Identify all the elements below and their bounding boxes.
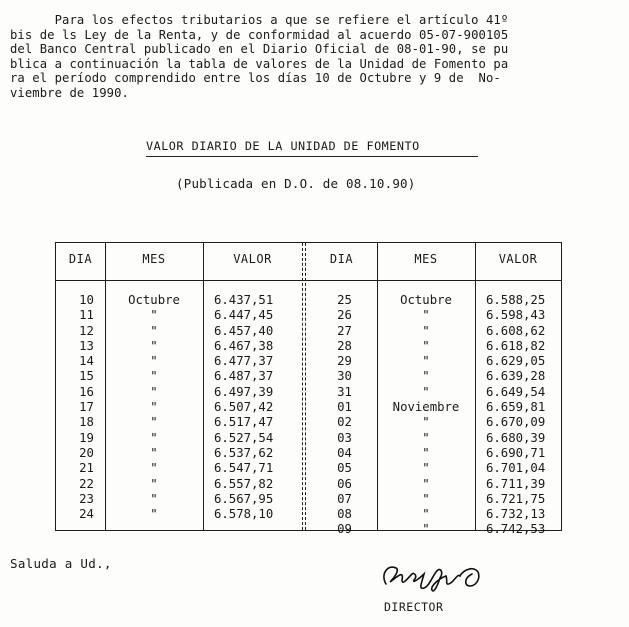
- month-cell: ": [150, 476, 158, 491]
- value-cell: 6.690,71: [486, 445, 546, 460]
- month-cell: ": [150, 400, 158, 415]
- value-cell: 6.547,71: [214, 461, 274, 476]
- value-cell: 6.557,82: [214, 476, 274, 491]
- value-cell: 6.507,42: [214, 400, 274, 415]
- day-cell: 11: [79, 308, 94, 323]
- month-cell: Octubre: [400, 293, 452, 307]
- column-divider: [203, 243, 204, 530]
- day-cell: 28: [337, 338, 352, 353]
- day-cell: 06: [337, 476, 352, 491]
- mes-column-left: [105, 293, 203, 522]
- value-cell: 6.701,04: [486, 461, 546, 476]
- day-cell: 23: [79, 491, 94, 506]
- month-cell: ": [150, 415, 158, 430]
- day-cell: 26: [337, 308, 352, 323]
- intro-line: viembre de 1990.: [10, 85, 129, 100]
- day-cell: 07: [337, 491, 352, 506]
- signer-title: DIRECTOR: [384, 600, 444, 614]
- dia-column-right: [312, 293, 377, 538]
- day-cell: 31: [337, 384, 352, 399]
- intro-paragraph: [10, 13, 622, 100]
- handwritten-signature: [378, 560, 498, 596]
- month-cell: ": [422, 522, 430, 537]
- month-cell: ": [422, 415, 430, 430]
- day-cell: 21: [79, 461, 94, 476]
- day-cell: 02: [337, 415, 352, 430]
- value-cell: 6.732,13: [486, 507, 546, 522]
- column-divider: [475, 243, 476, 530]
- value-cell: 6.598,43: [486, 308, 546, 323]
- valor-column-right: [486, 293, 562, 538]
- header-dia-left: DIA: [68, 252, 93, 266]
- dia-column-left: [68, 293, 105, 522]
- intro-line: del Banco Central publicado en el Diario Oficial de 08-01-90, se pu: [10, 42, 509, 56]
- header-dia-right: DIA: [329, 252, 354, 266]
- header-valor-left: VALOR: [233, 252, 272, 266]
- title-underline: [146, 156, 478, 157]
- value-cell: 6.721,75: [486, 491, 546, 506]
- day-cell: 16: [79, 384, 94, 399]
- value-cell: 6.588,25: [486, 293, 546, 307]
- value-cell: 6.497,39: [214, 384, 274, 399]
- day-cell: 17: [79, 400, 94, 415]
- month-cell: Octubre: [128, 293, 180, 307]
- value-cell: 6.680,39: [486, 430, 546, 445]
- value-cell: 6.742,53: [486, 522, 546, 537]
- day-cell: 18: [79, 415, 94, 430]
- value-cell: 6.447,45: [214, 308, 274, 323]
- month-cell: ": [150, 491, 158, 506]
- day-cell: 27: [337, 323, 352, 338]
- intro-line: Para los efectos tributarios a que se refiere el artículo 41º: [10, 13, 509, 27]
- month-cell: ": [422, 354, 430, 369]
- month-cell: ": [422, 430, 430, 445]
- header-valor-right: VALOR: [498, 252, 538, 266]
- value-cell: 6.629,05: [486, 354, 546, 369]
- publication-note: (Publicada en D.O. de 08.10.90): [176, 176, 416, 191]
- month-cell: ": [150, 308, 158, 323]
- day-cell: 13: [79, 338, 94, 353]
- month-cell: ": [422, 507, 430, 522]
- month-cell: ": [150, 338, 158, 353]
- month-cell: ": [422, 308, 430, 323]
- value-cell: 6.477,37: [214, 354, 274, 369]
- month-cell: ": [150, 354, 158, 369]
- value-cell: 6.618,82: [486, 338, 546, 353]
- header-mes-right: MES: [414, 252, 438, 266]
- mes-column-right: [377, 293, 475, 538]
- month-cell: ": [422, 338, 430, 353]
- month-cell: ": [150, 323, 158, 338]
- month-cell: Noviembre: [392, 400, 460, 415]
- month-cell: ": [150, 430, 158, 445]
- day-cell: 25: [337, 293, 352, 307]
- value-cell: 6.537,62: [214, 445, 274, 460]
- day-cell: 05: [337, 461, 352, 476]
- day-cell: 12: [79, 323, 94, 338]
- header-divider: [56, 280, 561, 281]
- month-cell: ": [422, 445, 430, 460]
- month-cell: ": [422, 491, 430, 506]
- day-cell: 04: [337, 445, 352, 460]
- month-cell: ": [150, 445, 158, 460]
- month-cell: ": [150, 507, 158, 522]
- month-cell: ": [422, 461, 430, 476]
- intro-line: bis de ls Ley de la Renta, y de conformidad al acuerdo 05-07-900105: [10, 27, 509, 42]
- value-cell: 6.457,40: [214, 323, 274, 338]
- month-cell: ": [422, 476, 430, 491]
- month-cell: ": [422, 369, 430, 384]
- table-title: VALOR DIARIO DE LA UNIDAD DE FOMENTO: [146, 139, 420, 153]
- day-cell: 24: [79, 507, 94, 522]
- day-cell: 29: [337, 354, 352, 369]
- month-cell: ": [150, 384, 158, 399]
- day-cell: 01: [337, 400, 352, 415]
- table-half-divider: [302, 243, 306, 530]
- month-cell: ": [422, 384, 430, 399]
- day-cell: 14: [79, 354, 94, 369]
- intro-line: blica a continuación la tabla de valores de la Unidad de Fomento pa: [10, 56, 509, 71]
- uf-values-table: [55, 242, 562, 537]
- month-cell: ": [150, 461, 158, 476]
- value-cell: 6.567,95: [214, 491, 274, 506]
- value-cell: 6.608,62: [486, 323, 546, 338]
- day-cell: 09: [337, 522, 352, 537]
- value-cell: 6.517,47: [214, 415, 274, 430]
- day-cell: 30: [337, 369, 352, 384]
- value-cell: 6.467,38: [214, 338, 274, 353]
- month-cell: ": [150, 369, 158, 384]
- day-cell: 03: [337, 430, 352, 445]
- day-cell: 22: [79, 476, 94, 491]
- value-cell: 6.659,81: [486, 400, 546, 415]
- value-cell: 6.578,10: [214, 507, 274, 522]
- value-cell: 6.527,54: [214, 430, 274, 445]
- value-cell: 6.711,39: [486, 476, 546, 491]
- value-cell: 6.487,37: [214, 369, 274, 384]
- header-mes-left: MES: [142, 252, 166, 266]
- month-cell: ": [422, 323, 430, 338]
- value-cell: 6.639,28: [486, 369, 546, 384]
- valor-column-left: [214, 293, 302, 522]
- value-cell: 6.649,54: [486, 384, 546, 399]
- day-cell: 08: [337, 507, 352, 522]
- value-cell: 6.670,09: [486, 415, 546, 430]
- day-cell: 15: [79, 369, 94, 384]
- day-cell: 10: [79, 293, 94, 307]
- closing-salutation: Saluda a Ud.,: [10, 556, 112, 571]
- day-cell: 19: [79, 430, 94, 445]
- value-cell: 6.437,51: [214, 293, 274, 307]
- intro-line: ra el período comprendido entre los días 10 de Octubre y 9 de No-: [10, 71, 501, 85]
- day-cell: 20: [79, 445, 94, 460]
